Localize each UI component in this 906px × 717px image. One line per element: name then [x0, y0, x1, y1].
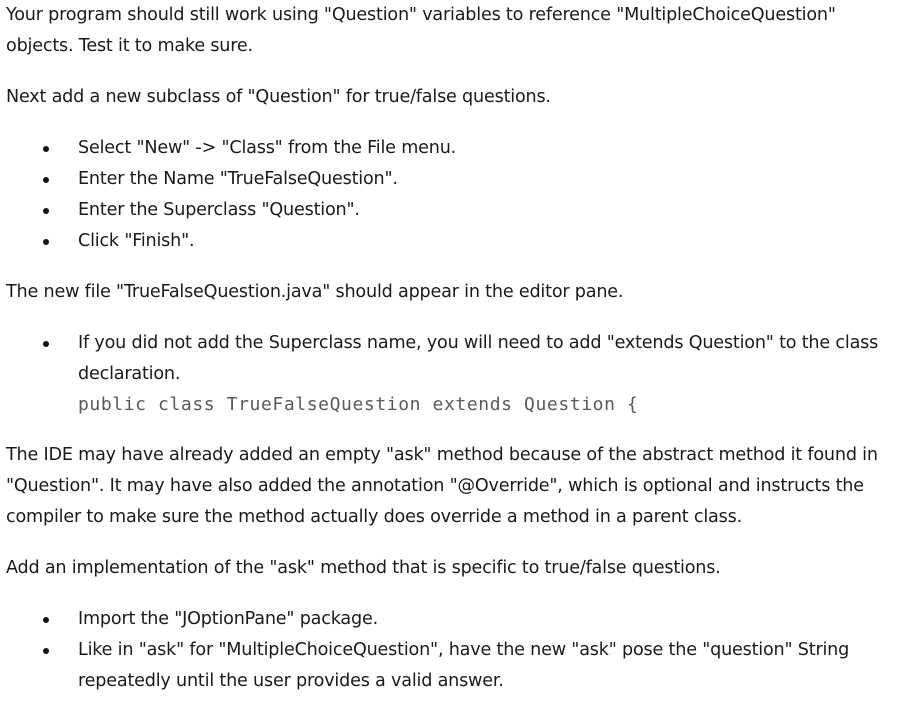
- list-item: [6, 604, 906, 635]
- list-item: [6, 226, 906, 257]
- list-item-text: Click "Finish".: [78, 231, 195, 251]
- list-item: [6, 164, 906, 195]
- paragraph-new-file: The new file "TrueFalseQuestion.java" should appear in the editor pane.: [6, 282, 624, 302]
- paragraph-add-implementation: Add an implementation of the "ask" method that is specific to true/false questions.: [6, 558, 721, 578]
- superclass-note-list: [6, 328, 906, 420]
- bullet-icon: [43, 146, 49, 152]
- list-item-text: If you did not add the Superclass name, you will need to add "extends Question" to the class declaration.: [78, 333, 879, 384]
- list-item: [6, 133, 906, 164]
- bullet-icon: [43, 341, 49, 347]
- list-item-text: Import the "JOptionPane" package.: [78, 609, 378, 629]
- list-item: [6, 328, 906, 420]
- paragraph-add-subclass: Next add a new subclass of "Question" for true/false questions.: [6, 87, 551, 107]
- list-item-text: Enter the Superclass "Question".: [78, 200, 360, 220]
- bullet-icon: [43, 617, 49, 623]
- list-item: [6, 635, 906, 697]
- list-item-text: Like in "ask" for "MultipleChoiceQuestion", have the new "ask" pose the "question" String repeatedly until the user provides a valid answer.: [78, 640, 850, 691]
- steps-create-class-list: [6, 133, 906, 257]
- paragraph-ide-ask-method: The IDE may have already added an empty "ask" method because of the abstract method it found in "Question". It may have also added the annotation "@Override", which is optional and instructs the compiler to make sure the method actually does override a method in a parent class.: [6, 445, 878, 527]
- code-snippet: public class TrueFalseQuestion extends Question {: [78, 394, 639, 415]
- list-item-text: Enter the Name "TrueFalseQuestion".: [78, 169, 398, 189]
- bullet-icon: [43, 208, 49, 214]
- document-body: [6, 0, 906, 717]
- bullet-icon: [43, 239, 49, 245]
- list-item-text: Select "New" -> "Class" from the File menu.: [78, 138, 457, 158]
- bullet-icon: [43, 648, 49, 654]
- steps-implement-ask-list: [6, 604, 906, 697]
- bullet-icon: [43, 177, 49, 183]
- paragraph-test-polymorphism: Your program should still work using "Question" variables to reference "MultipleChoiceQuestion" objects. Test it to make sure.: [6, 5, 836, 56]
- list-item: [6, 195, 906, 226]
